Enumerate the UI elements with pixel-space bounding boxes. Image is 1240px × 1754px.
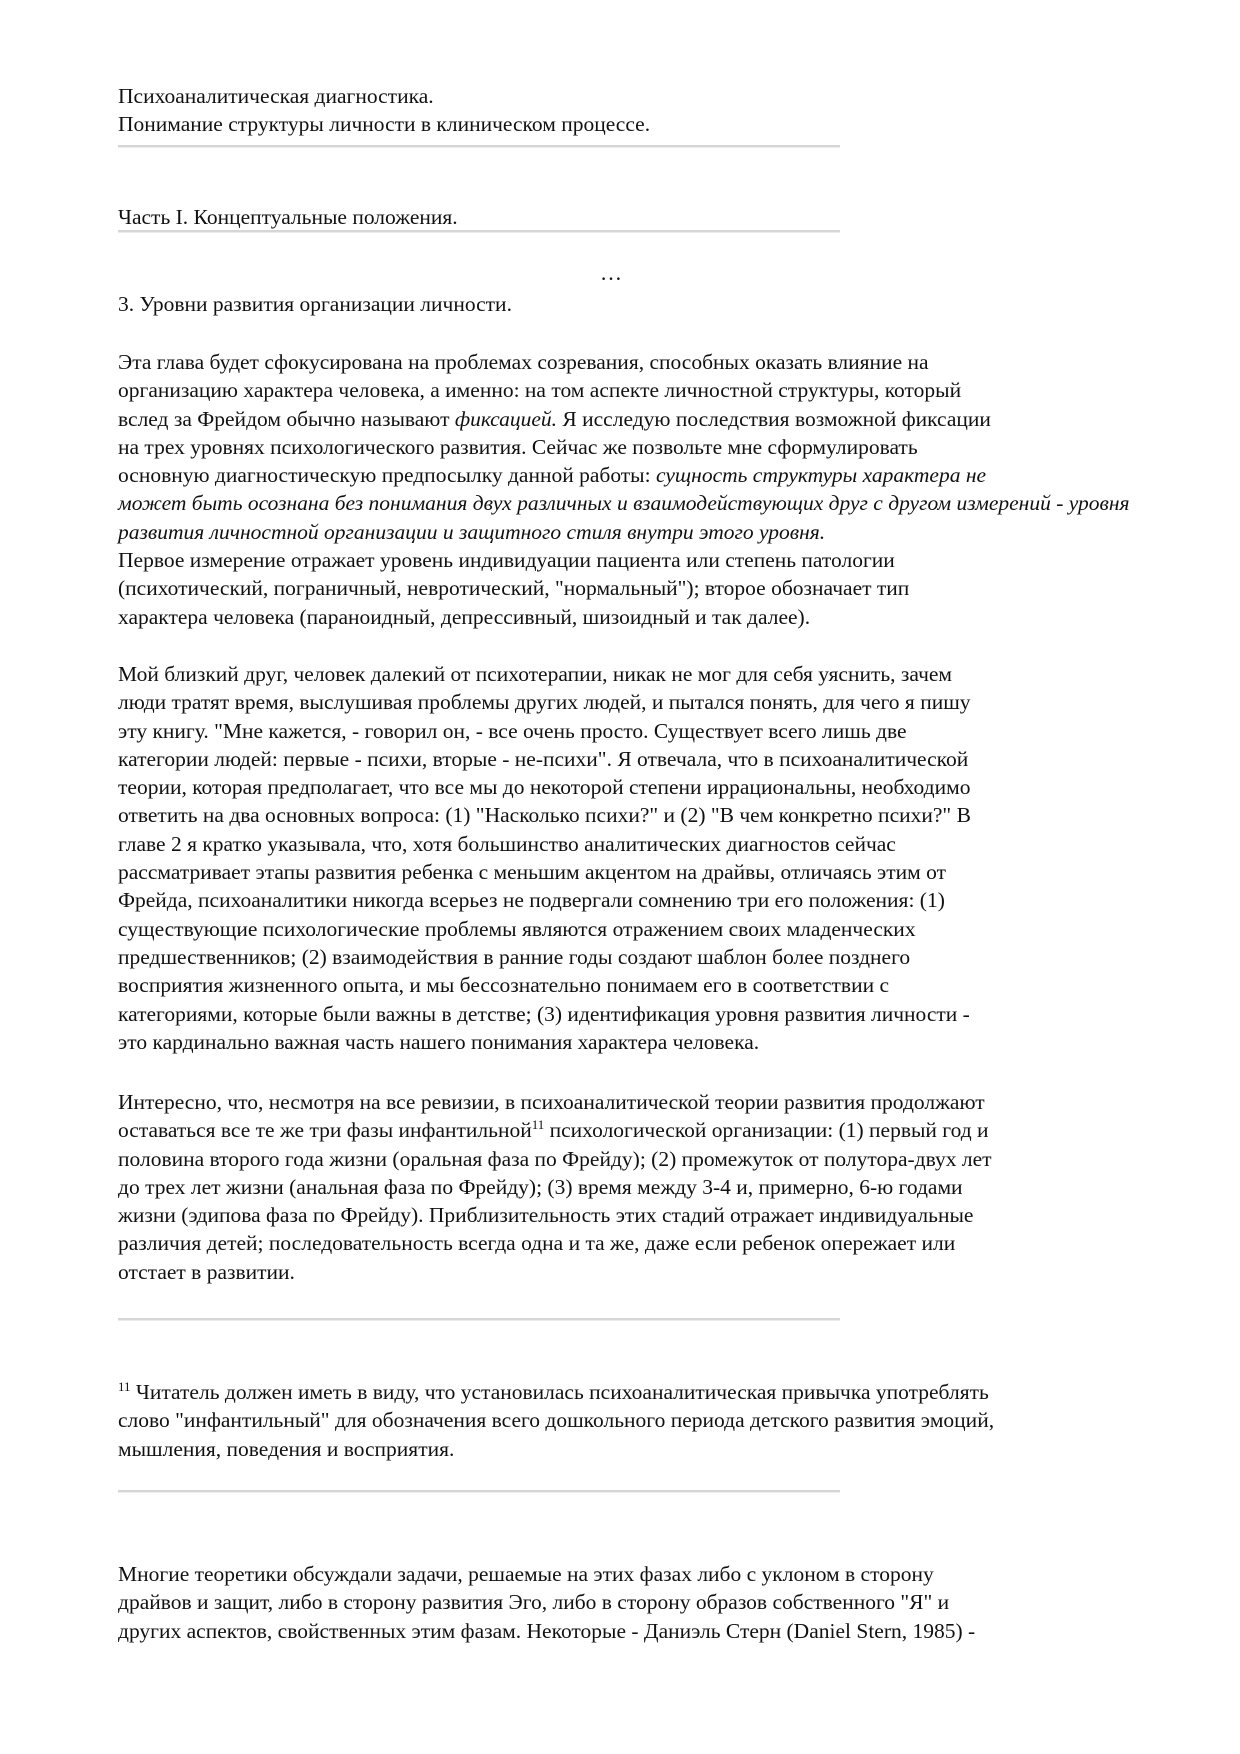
paragraph-4 (118, 1560, 1158, 1645)
book-title: Психоаналитическая диагностика. (118, 84, 434, 108)
book-subtitle: Понимание структуры личности в клиническом процессе. (118, 112, 651, 136)
paragraph-3 (118, 1088, 1158, 1286)
text-line: Первое измерение отражает уровень индивидуации пациента или степень патологии (118, 548, 895, 573)
section-separator: … (600, 260, 626, 285)
part-rule (118, 230, 840, 233)
text-line: Интересно, что, несмотря на все ревизии, в психоаналитической теории развития продолжают (118, 1090, 985, 1114)
text-line (118, 405, 1158, 433)
text-run: Читатель должен иметь в виду, что установилась психоаналитическая привычка употреблять (130, 1380, 989, 1404)
text-line: различия детей; последовательность всегда одна и та же, даже если ребенок опережает или (118, 1231, 956, 1256)
text-line: главе 2 я кратко указывала, что, хотя большинство аналитических диагностов сейчас (118, 831, 896, 856)
text-line: это кардинально важная часть нашего понимания характера человека. (118, 1029, 760, 1054)
text-line: (психотический, пограничный, невротический, "нормальный"); второе обозначает тип (118, 576, 910, 601)
text-line: Многие теоретики обсуждали задачи, решаемые на этих фазах либо с уклоном в сторону (118, 1562, 934, 1586)
footnote (118, 1378, 1158, 1463)
text-line: до трех лет жизни (анальная фаза по Фрейду); (3) время между 3-4 и, примерно, 6-ю годами (118, 1174, 963, 1199)
text-line (118, 1116, 1158, 1144)
text-line: характера человека (параноидный, депрессивный, шизоидный и так далее). (118, 604, 811, 629)
footnote-reference[interactable]: 11 (531, 1117, 545, 1133)
footnote-line: мышления, поведения и восприятия. (118, 1436, 455, 1461)
text-line: категориями, которые были важны в детстве; (3) идентификация уровня развития личности - (118, 1001, 970, 1026)
text-line: предшественников; (2) взаимодействия в ранние годы создают шаблон более позднего (118, 944, 911, 969)
text-line: Эта глава будет сфокусирована на проблемах созревания, способных оказать влияние на (118, 350, 929, 374)
paragraph-2 (118, 660, 1158, 1056)
text-line (118, 461, 1158, 489)
text-run: вслед за Фрейдом обычно называют (118, 406, 455, 431)
footnote-line (118, 1378, 1158, 1406)
text-line: половина второго года жизни (оральная фаза по Фрейду); (2) промежуток от полутора-двух лет (118, 1146, 992, 1171)
text-line: Фрейда, психоаналитики никогда всерьез не подвергали сомнению три его положения: (1) (118, 888, 945, 913)
footnote-number: 11 (118, 1378, 131, 1394)
italic-term: фиксацией. (454, 406, 558, 431)
text-line: Мой близкий друг, человек далекий от психотерапии, никак не мог для себя уяснить, зачем (118, 662, 953, 686)
part-title: Часть I. Концептуальные положения. (118, 205, 458, 229)
paragraph-1 (118, 348, 1158, 631)
text-line: рассматривает этапы развития ребенка с меньшим акцентом на драйвы, отличаясь этим от (118, 860, 946, 885)
footnote-top-rule (118, 1318, 840, 1321)
header-rule (118, 145, 840, 148)
italic-thesis-line: может быть осознана без понимания двух различных и взаимодействующих друг с другом (118, 491, 952, 516)
footnote-bottom-rule (118, 1490, 840, 1493)
text-line: отстает в развитии. (118, 1259, 295, 1284)
text-line: теории, которая предполагает, что все мы до некоторой степени иррациональны, необходимо (118, 775, 971, 800)
text-run: психологической организации: (1) первый год и (544, 1118, 989, 1143)
text-run: Я исследую последствия возможной фиксации (557, 406, 991, 431)
text-line: драйвов и защит, либо в сторону развития Эго, либо в сторону образов собственного "Я" и (118, 1590, 950, 1615)
text-line: на трех уровнях психологического развития. Сейчас же позвольте мне сформулировать (118, 434, 918, 459)
chapter-title: 3. Уровни развития организации личности. (118, 292, 512, 316)
italic-thesis-line: измерений - уровня развития личностной организации и защитного стиля внутри этого уровня. (118, 491, 1130, 544)
text-line: люди тратят время, выслушивая проблемы других людей, и пытался понять, для чего я пишу (118, 690, 971, 715)
text-line: жизни (эдипова фаза по Фрейду). Приблизительность этих стадий отражает индивидуальные (118, 1203, 974, 1228)
text-line: организацию характера человека, а именно: на том аспекте личностной структуры, который (118, 378, 962, 403)
text-line: существующие психологические проблемы являются отражением своих младенческих (118, 916, 916, 941)
text-run: оставаться все те же три фазы инфантильной (118, 1118, 532, 1143)
text-run: основную диагностическую предпосылку данной работы: (118, 463, 656, 488)
text-line: категории людей: первые - психи, вторые - не-психи". Я отвечала, что в психоаналитической (118, 746, 969, 771)
text-line: ответить на два основных вопроса: (1) "Насколько психи?" и (2) "В чем конкретно психи?" В (118, 803, 971, 828)
italic-thesis: сущность структуры характера не (655, 463, 987, 488)
text-line: эту книгу. "Мне кажется, - говорил он, - все очень просто. Существует всего лишь две (118, 718, 907, 743)
text-line: восприятия жизненного опыта, и мы бессознательно понимаем его в соответствии с (118, 973, 890, 998)
footnote-line: слово "инфантильный" для обозначения всего дошкольного периода детского развития эмоций, (118, 1408, 995, 1433)
text-line: других аспектов, свойственных этим фазам. Некоторые - Даниэль Стерн (Daniel Stern, 1985) - (118, 1618, 976, 1643)
